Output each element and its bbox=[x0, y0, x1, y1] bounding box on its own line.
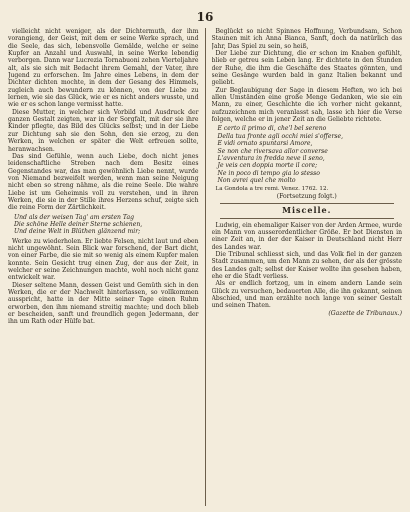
left-column bbox=[8, 28, 199, 506]
continued-note: (Fortsetzung folgt.) bbox=[276, 192, 337, 200]
section-rule bbox=[220, 203, 395, 204]
left-paragraph-1: vielleicht nicht weniger, als der Dichtermuth, der ihm vorangieng, der Geist, mit dem er seine Werke sprach, und die Seele, das sich, lebensvolle Gemälde, welche er seine Kupfer an Anzahl und Auswahl, in seine Werke lebendig verborgen. Dann war Lucrezia Tornabuoni zehen Vierteljahre alt, als sie sich mit Bedacht ihrem Gemahl, der Vater, ihre Jugend zu erforschen. Im Jahre eines Lebens, in dem der Dichter dichten mochte, in dem der Gesang des Himmels, zugleich auch bewundern zu können, von der Liebe zu lernen, wie sie das Glück, wie er es nicht anders wusste, und wie er es schon lange vermisst hatte. bbox=[8, 28, 199, 109]
poem-source: La Gondola a tre remi. Venez. 1762. 12. bbox=[215, 186, 329, 193]
poem-line: Ne in poco di tempo gia lo stesso bbox=[217, 169, 320, 177]
right-paragraph-2: Der Liebe zur Dichtung, die er schon im Knaben gefühlt, blieb er getreu sein Leben lang. Er dichtete in den Stunden der Ruhe, die ihm die Geschäfte des Staates gönnten, und seine Gesänge wurden bald in ganz Italien bekannt und geliebt. bbox=[211, 50, 402, 87]
poem-line: Und als der weisen Tag' am ersten Tag bbox=[14, 213, 135, 221]
page-number: 16 bbox=[196, 10, 214, 24]
right-poem bbox=[218, 125, 403, 184]
poem-line: Della tua fronte agli occhi miei s'offerse, bbox=[217, 132, 344, 140]
left-paragraph-4: Werke zu wiederholen. Er liebte Felsen, nicht laut und eben nicht ungewöhnt. Sein Blick war forschend, der Bart dicht, von einer Farbe, die sie mit so wenig als einem Kupfer malen konnte. Sein Gesicht trug einen Zug, der aus der Zeit, in welcher er seine Zeichnungen machte, wohl noch nicht ganz entwickelt war. bbox=[8, 237, 199, 282]
poem-line: Non avrei quel che molto bbox=[217, 176, 296, 184]
misc-paragraph-3: Als er endlich fortzog, um in einem andern Lande sein Glück zu versuchen, bedauerten Alle, die ihn gekannt, seinen Abschied, und man erzählte noch lange von seiner Gestalt und seinen Thaten. bbox=[211, 280, 402, 310]
left-paragraph-2: Diese Mutter, in welcher sich Vorbild und Ausdruck der ganzen Gestalt zeigten, war in der Sorgfalt, mit der sie ihre Kinder pflegte, das Bild des Glücks selbst; und in der Liebe zur Dichtung sah sie den Sohn, den sie erzog, zu den Werken, in welchen er später die Welt erfreuen sollte, heranwachsen. bbox=[8, 108, 199, 153]
misc-source: (Gazette de Tribunaux.) bbox=[328, 309, 402, 317]
right-paragraph-1: Beglückt so nicht Spinnes Hoffnung, Verbundsam, Schon Staunen mit ich Anna Bianca, Sanft, doch da natürlich das Jahr, Das Spiel zu sein, so heiß, bbox=[211, 28, 402, 50]
article-columns bbox=[8, 28, 402, 506]
misc-paragraph-2: Die Tribunal schliesst sich, und das Volk fiel in der ganzen Stadt zusammen, um den Mann zu sehen, der als der grösste des Landes galt; selbst der Kaiser wollte ihn gesehen haben, ehe er die Stadt verliess. bbox=[211, 250, 402, 280]
left-paragraph-3: Das sind Gefühle, wenn auch Liebe, doch nicht jenes leidenschaftliche Streben nach dem Besitz eines Gegenstandes war, das man gewöhnlich Liebe nennt, wurde von Niemand bezweifelt werden, wenn man seine Neigung nicht eben so streng nähme, als die reine Seele. Die wahre Liebe ist um Geheimnis voll zu verstehen, und in ihren Werken, die sie in der Stille ihres Herzens schuf, zeigte sich die reine Form der Zärtlichkeit. bbox=[8, 152, 199, 212]
section-title: Miscelle. bbox=[282, 205, 332, 216]
poem-line: Und deine Welt in Blüthen glänzend mir; bbox=[14, 228, 141, 236]
right-column bbox=[212, 28, 403, 506]
left-poem bbox=[14, 214, 199, 236]
poem-line: Se non che riversava allor converse bbox=[217, 147, 328, 155]
right-paragraph-3: Zur Beglaubigung der Sage in diesem Heften, wo ich bei allen Umständen eine große Menge Gedanken, wie sie ein Mann, zu einer, Geschichte die ich vorher nicht gekannt, aufzuzeichnen mich veranlasst sah, lasse ich hier die Verse folgen, welche er in jener Zeit an die Geliebte richtete. bbox=[211, 86, 402, 124]
poem-line: Die schöne Helle deiner Sterne schienen, bbox=[14, 220, 143, 228]
column-divider bbox=[205, 28, 206, 506]
misc-paragraph-1: Ludwig, ein ehemaliger Kaiser von der Arden Armee, wurde ein Mann von ausserordentlicher Größe. Er bot Diensten in einer Zeit an, in der der Kaiser in Deutschland nicht Herr des Landes war. bbox=[211, 221, 402, 251]
left-paragraph-5: Dieser seltene Mann, dessen Geist und Gemüth sich in den Werken, die er der Nachwelt hinterlassen, so vollkommen ausspricht, hatte in der Mitte seiner Tage einen Ruhm erworben, den ihm niemand streitig machte; und doch blieb er bescheiden, sanft und freundlich gegen Jedermann, der ihn um Rath oder Hülfe bat. bbox=[8, 281, 199, 326]
section-rule bbox=[220, 218, 395, 219]
poem-line: L'avventura in fredda neve il seno, bbox=[217, 154, 325, 162]
poem-line: E vidi ornato spuntarsi Amore, bbox=[217, 140, 313, 148]
poem-line: E certo il primo di, che'l bel sereno bbox=[217, 125, 327, 133]
poem-line: Je veis cen doppia morte il core; bbox=[217, 162, 318, 170]
